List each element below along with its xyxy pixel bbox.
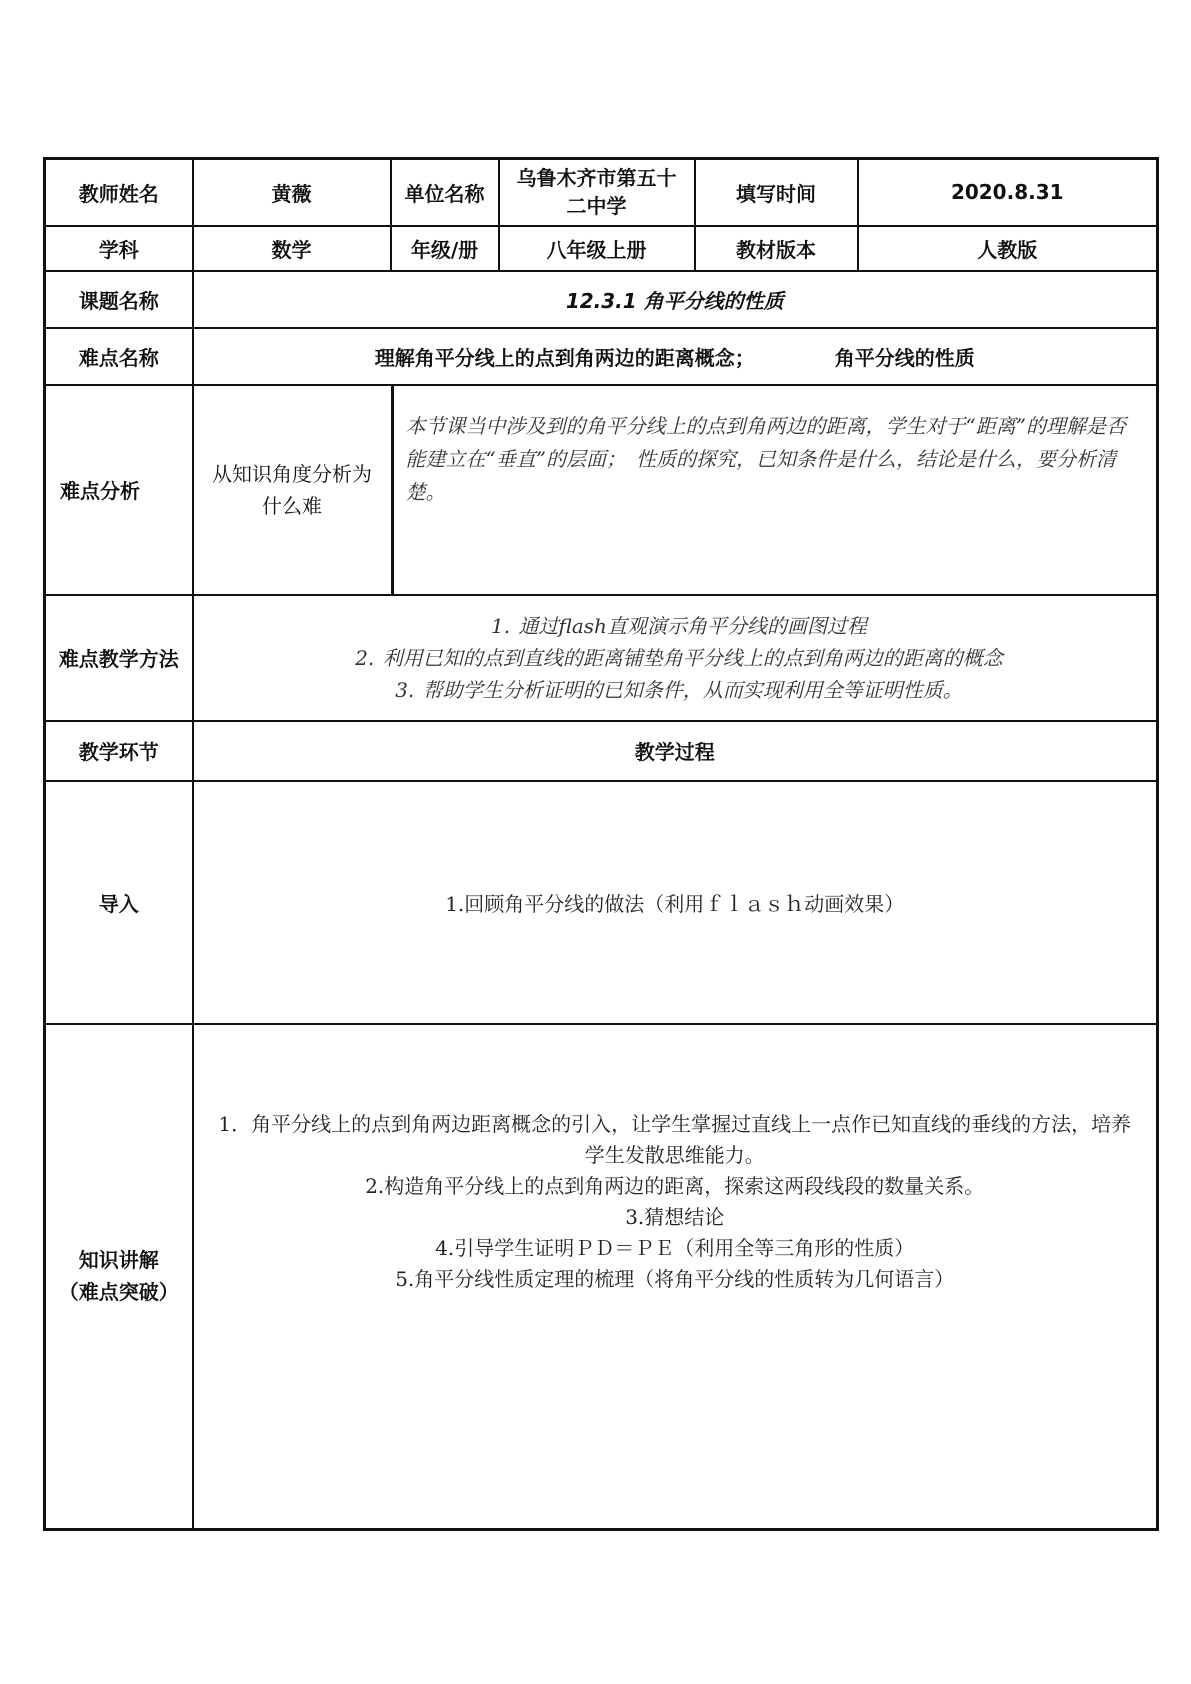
analysis-text: 本节课当中涉及到的角平分线上的点到角两边的距离，学生对于“距离”的理解是否能建立在“垂直”的层面； 性质的探究，已知条件是什么，结论是什么，要分析清楚。 xyxy=(405,413,1126,504)
analysis-label: 难点分析 xyxy=(45,385,193,595)
teacher-label: 教师姓名 xyxy=(45,159,193,226)
unit-label: 单位名称 xyxy=(391,159,499,226)
difficulty-value xyxy=(193,328,1158,385)
edition-value: 人教版 xyxy=(858,226,1158,271)
knowledge-label xyxy=(45,1024,193,1530)
knowledge-item: 4.引导学生证明ＰＤ＝ＰＥ（利用全等三角形的性质） xyxy=(435,1235,915,1260)
grade-value: 八年级上册 xyxy=(499,226,695,271)
methods-label: 难点教学方法 xyxy=(45,595,193,721)
method-text: 帮助学生分析证明的已知条件，从而实现利用全等证明性质。 xyxy=(422,677,963,702)
header-row-1 xyxy=(45,159,1158,226)
knowledge-row xyxy=(45,1024,1158,1530)
subject-value: 数学 xyxy=(193,226,391,271)
method-number: 1. xyxy=(490,613,511,638)
header-row-2 xyxy=(45,226,1158,271)
method-number: 2. xyxy=(355,645,375,670)
method-item xyxy=(194,610,1157,642)
difficulty-label: 难点名称 xyxy=(45,328,193,385)
knowledge-item: 5.角平分线性质定理的梳理（将角平分线的性质转为几何语言） xyxy=(395,1266,955,1291)
difficulty-part-2: 角平分线的性质 xyxy=(834,345,975,370)
time-value: 2020.8.31 xyxy=(858,159,1158,226)
time-label: 填写时间 xyxy=(695,159,858,226)
analysis-cell xyxy=(193,385,1158,595)
method-text: 通过flash直观演示角平分线的画图过程 xyxy=(518,613,867,638)
intro-label: 导入 xyxy=(45,781,193,1024)
topic-row xyxy=(45,271,1158,328)
subject-label: 学科 xyxy=(45,226,193,271)
grade-label: 年级/册 xyxy=(391,226,499,271)
process-header-row xyxy=(45,721,1158,781)
knowledge-label-line-1: 知识讲解 xyxy=(78,1248,159,1273)
analysis-row xyxy=(45,385,1158,595)
method-number: 3. xyxy=(395,677,415,702)
methods-list xyxy=(193,595,1158,721)
difficulty-row xyxy=(45,328,1158,385)
knowledge-item: 2.构造角平分线上的点到角两边的距离，探索这两段线段的数量关系。 xyxy=(365,1173,985,1198)
difficulty-part-1: 理解角平分线上的点到角两边的距离概念； xyxy=(374,345,755,370)
analysis-sub-label: 从知识角度分析为什么难 xyxy=(194,386,394,594)
methods-row xyxy=(45,595,1158,721)
knowledge-item: 3.猜想结论 xyxy=(625,1204,725,1229)
unit-value: 乌鲁木齐市第五十二中学 xyxy=(499,159,695,226)
method-text: 利用已知的点到直线的距离铺垫角平分线上的点到角两边的距离的概念 xyxy=(382,645,1003,670)
intro-row xyxy=(45,781,1158,1024)
edition-label: 教材版本 xyxy=(695,226,858,271)
process-label: 教学过程 xyxy=(193,721,1158,781)
intro-text: 1.回顾角平分线的做法（利用ｆｌａｓｈ动画效果） xyxy=(193,781,1158,1024)
method-item xyxy=(194,642,1157,674)
topic-label: 课题名称 xyxy=(45,271,193,328)
knowledge-item: 1．角平分线上的点到角两边距离概念的引入，让学生掌握过直线上一点作已知直线的垂线的方法，培养学生发散思维能力。 xyxy=(218,1111,1132,1167)
method-item xyxy=(194,674,1157,706)
knowledge-content xyxy=(193,1024,1158,1530)
teacher-value: 黄薇 xyxy=(193,159,391,226)
topic-value: 12.3.1 角平分线的性质 xyxy=(193,271,1158,328)
lesson-plan-table xyxy=(43,157,1159,1531)
process-step-label: 教学环节 xyxy=(45,721,193,781)
knowledge-label-line-2: （难点突破） xyxy=(58,1280,179,1305)
